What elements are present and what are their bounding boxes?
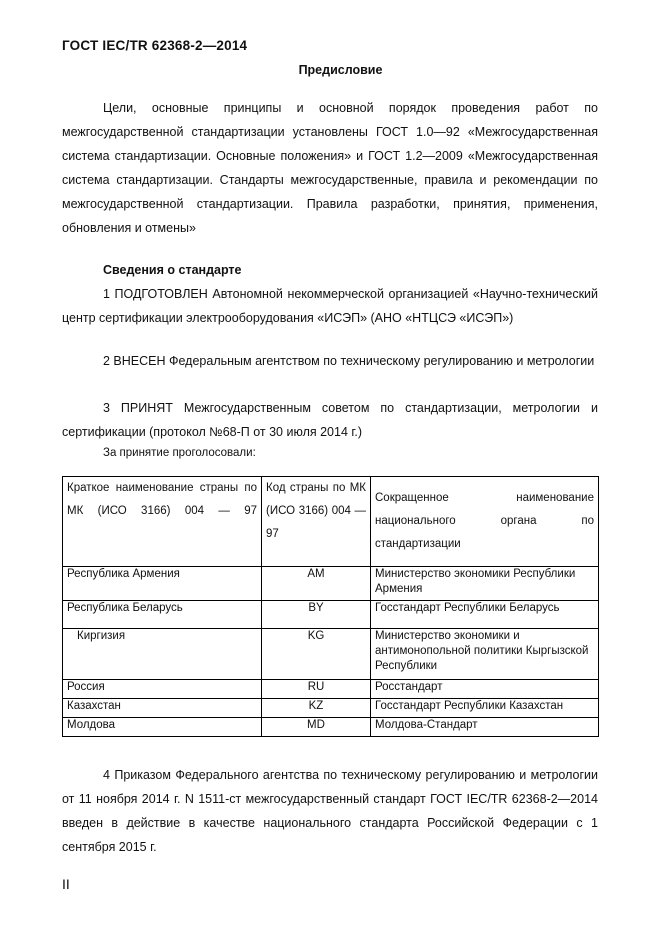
table-row [63,629,599,680]
country-cell: Республика Беларусь [63,601,262,629]
voting-countries-table [62,476,599,737]
standards-body-cell: Госстандарт Республики Казахстан [371,699,599,718]
standard-info-title: Сведения о стандарте [103,263,242,277]
code-cell: BY [262,601,371,629]
code-cell: RU [262,680,371,699]
table-row [63,567,599,601]
country-cell: Казахстан [63,699,262,718]
table-header-row [63,477,599,567]
code-cell: KZ [262,699,371,718]
header-country-name: Краткое наименование страны по МК (ИСО 3166) 004 — 97 [63,477,262,567]
info-item-4: 4 Приказом Федерального агентства по техническому регулированию и метрологии от 11 ноября 2014 г. N 1511-ст межгосударственный стандарт ГОСТ IEC/TR 62368-2—2014 введен в действие в качестве национального стандарта Российской Федерации с 1 сентября 2015 г. [62,768,598,854]
info-item-3: 3 ПРИНЯТ Межгосударственным советом по стандартизации, метрологии и сертификации (протокол №68-П от 30 июля 2014 г.) [62,401,598,439]
standards-body-cell: Молдова-Стандарт [371,718,599,737]
standards-body-cell: Министерство экономики и антимонопольной политики Кыргызской Республики [371,629,599,680]
page-number: II [62,876,70,892]
table-row [63,718,599,737]
standards-body-cell: Госстандарт Республики Беларусь [371,601,599,629]
header-standards-body: Сокращенное наименование национального органа по стандартизации [371,477,599,567]
foreword-title: Предисловие [298,63,383,77]
document-code-header: ГОСТ IEC/TR 62368-2—2014 [62,38,248,53]
info-item-1: 1 ПОДГОТОВЛЕН Автономной некоммерческой организацией «Научно-технический центр сертификации электрооборудования «ИСЭП» (АНО «НТЦСЭ «ИСЭП») [62,287,598,325]
table-row [63,601,599,629]
info-item-2: 2 ВНЕСЕН Федеральным агентством по техническому регулированию и метрологии [103,354,595,368]
code-cell: MD [262,718,371,737]
country-cell: Республика Армения [63,567,262,601]
country-cell: Молдова [63,718,262,737]
country-cell: Россия [63,680,262,699]
code-cell: AM [262,567,371,601]
foreword-paragraph: Цели, основные принципы и основной порядок проведения работ по межгосударственной стандартизации установлены ГОСТ 1.0—92 «Межгосударственная система стандартизации. Основные положения» и ГОСТ 1.2—2009 «Межгосударственная система стандартизации. Стандарты межгосударственные, правила и рекомендации по межгосударственной стандартизации. Правила разработки, принятия, применения, обновления и отмены» [62,101,598,235]
vote-label: За принятие проголосовали: [103,447,256,459]
standards-body-cell: Министерство экономики Республики Армения [371,567,599,601]
table-row [63,680,599,699]
standards-body-cell: Росстандарт [371,680,599,699]
header-country-code: Код страны по МК (ИСО 3166) 004 — 97 [262,477,371,567]
code-cell: KG [262,629,371,680]
table-row [63,699,599,718]
country-cell: Киргизия [63,629,262,680]
